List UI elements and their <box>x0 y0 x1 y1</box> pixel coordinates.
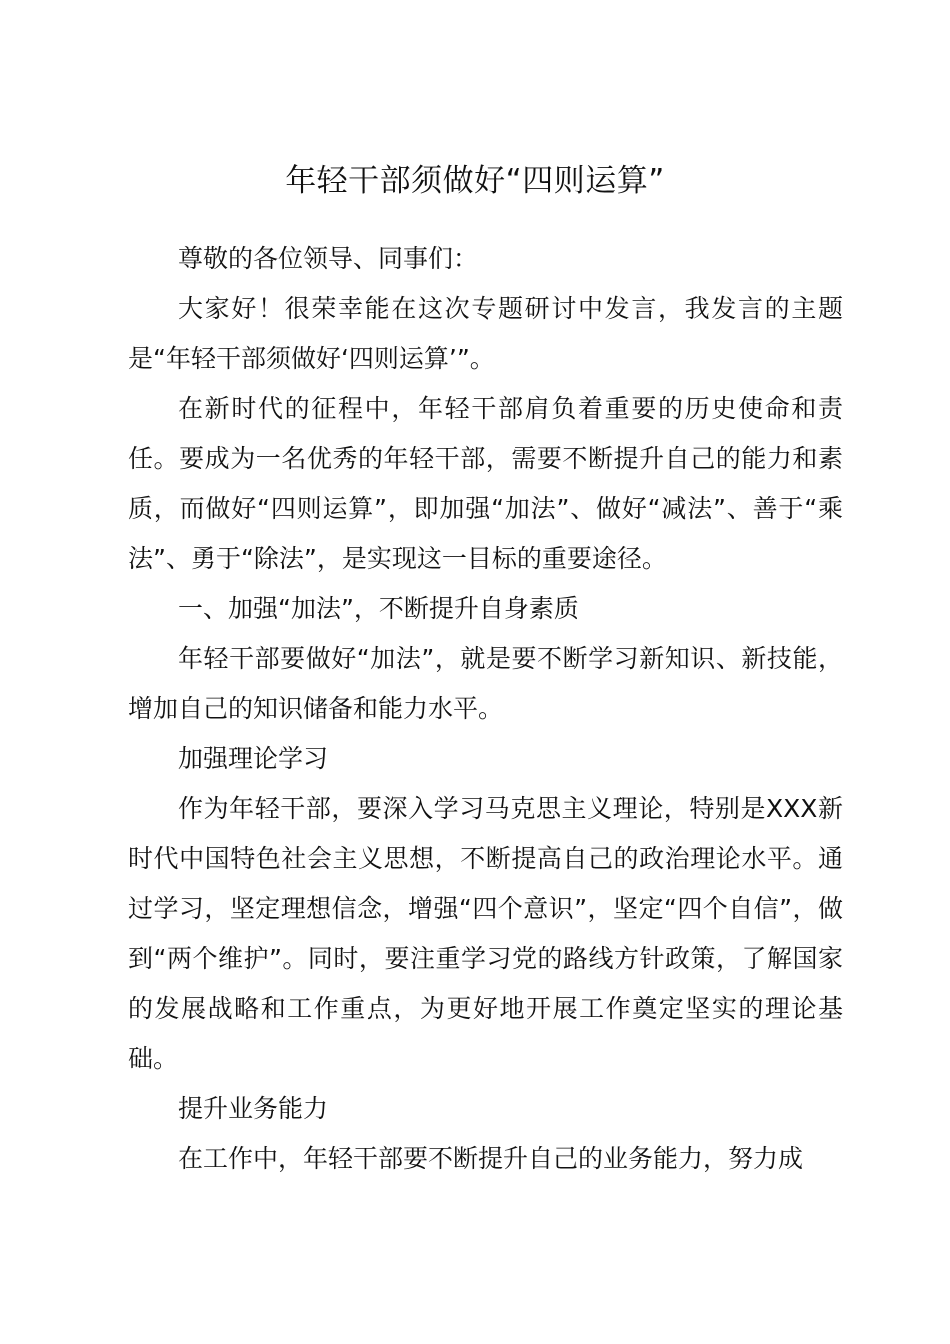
document-body <box>128 234 843 1184</box>
paragraph-section-1: 年轻干部要做好“加法”，就是要不断学习新知识、新技能，增加自己的知识储备和能力水平。 <box>128 644 843 723</box>
salutation: 尊敬的各位领导、同事们： <box>178 244 479 273</box>
subheading-theory: 加强理论学习 <box>178 744 329 773</box>
document-title: 年轻干部须做好“四则运算” <box>285 163 665 199</box>
paragraph-business: 在工作中，年轻干部要不断提升自己的业务能力，努力成 <box>178 1144 804 1173</box>
section-heading-1: 一、加强“加法”，不断提升自身素质 <box>178 594 579 623</box>
subheading-business: 提升业务能力 <box>178 1094 329 1123</box>
paragraph-greeting: 大家好！很荣幸能在这次专题研讨中发言，我发言的主题是“年轻干部须做好‘四则运算’”。 <box>128 294 843 373</box>
paragraph-intro: 在新时代的征程中，年轻干部肩负着重要的历史使命和责任。要成为一名优秀的年轻干部，需要不断提升自己的能力和素质，而做好“四则运算”，即加强“加法”、做好“减法”、善于“乘法”、勇于“除法”，是实现这一目标的重要途径。 <box>128 394 843 573</box>
paragraph-theory: 作为年轻干部，要深入学习马克思主义理论，特别是XXX新时代中国特色社会主义思想，不断提高自己的政治理论水平。通过学习，坚定理想信念，增强“四个意识”，坚定“四个自信”，做到“两个维护”。同时，要注重学习党的路线方针政策，了解国家的发展战略和工作重点，为更好地开展工作奠定坚实的理论基础。 <box>128 794 843 1073</box>
